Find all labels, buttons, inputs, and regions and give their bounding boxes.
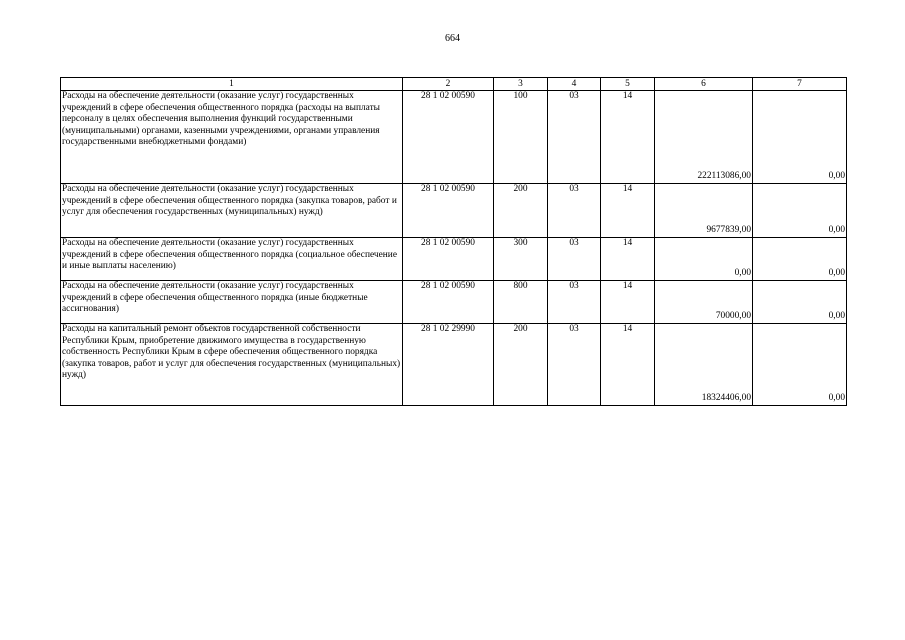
row-amount-col7: 0,00 [753,281,847,324]
row-type: 200 [494,184,548,238]
row-description: Расходы на обеспечение деятельности (оказание услуг) государственных учреждений в сфере обеспечения общественного порядка (иные бюджетные ассигнования) [61,281,403,324]
header-col-5: 5 [601,78,655,91]
row-section: 03 [548,184,601,238]
row-amount-col6: 9677839,00 [655,184,753,238]
table-row [61,324,847,406]
table-row [61,184,847,238]
row-subsection: 14 [601,91,655,184]
table-row [61,281,847,324]
row-section: 03 [548,238,601,281]
row-section: 03 [548,281,601,324]
row-description: Расходы на капитальный ремонт объектов государственной собственности Республики Крым, приобретение движимого имущества в государственную собственность Республики Крым в сфере обеспечения общественного порядка (закупка товаров, работ и услуг для обеспечения государственных (муниципальных) нужд) [61,324,403,406]
row-subsection: 14 [601,281,655,324]
header-col-3: 3 [494,78,548,91]
row-amount-col7: 0,00 [753,238,847,281]
header-col-1: 1 [61,78,403,91]
row-description: Расходы на обеспечение деятельности (оказание услуг) государственных учреждений в сфере обеспечения общественного порядка (закупка товаров, работ и услуг для обеспечения государственных (муниципальных) нужд) [61,184,403,238]
row-subsection: 14 [601,238,655,281]
row-type: 300 [494,238,548,281]
row-amount-col6: 70000,00 [655,281,753,324]
row-type: 800 [494,281,548,324]
row-amount-col7: 0,00 [753,91,847,184]
header-col-4: 4 [548,78,601,91]
header-col-7: 7 [753,78,847,91]
row-amount-col6: 0,00 [655,238,753,281]
row-code: 28 1 02 00590 [403,238,494,281]
row-description: Расходы на обеспечение деятельности (оказание услуг) государственных учреждений в сфере обеспечения общественного порядка (социальное обеспечение и иные выплаты населению) [61,238,403,281]
header-col-2: 2 [403,78,494,91]
row-description: Расходы на обеспечение деятельности (оказание услуг) государственных учреждений в сфере обеспечения общественного порядка (расходы на выплаты персоналу в целях обеспечения выполнения функций государственными (муниципальными) органами, казенными учреждениями, органами управления государственными внебюджетными фондами) [61,91,403,184]
header-row [61,78,847,91]
row-code: 28 1 02 00590 [403,281,494,324]
row-type: 200 [494,324,548,406]
row-code: 28 1 02 00590 [403,91,494,184]
budget-table [60,77,847,406]
row-type: 100 [494,91,548,184]
row-amount-col6: 222113086,00 [655,91,753,184]
row-amount-col7: 0,00 [753,324,847,406]
header-col-6: 6 [655,78,753,91]
table-row [61,238,847,281]
row-amount-col7: 0,00 [753,184,847,238]
row-section: 03 [548,324,601,406]
row-amount-col6: 18324406,00 [655,324,753,406]
row-subsection: 14 [601,184,655,238]
table-row [61,91,847,184]
page-number: 664 [445,33,460,44]
row-subsection: 14 [601,324,655,406]
row-code: 28 1 02 00590 [403,184,494,238]
row-section: 03 [548,91,601,184]
row-code: 28 1 02 29990 [403,324,494,406]
